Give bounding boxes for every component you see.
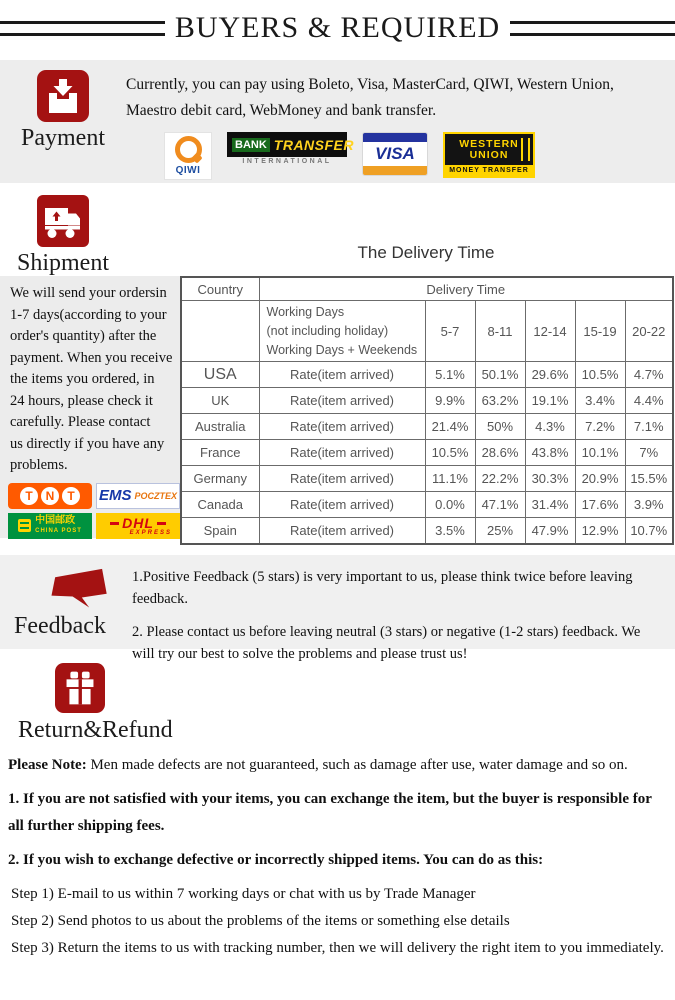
feedback-point-1: 1.Positive Feedback (5 stars) is very important to us, please think twice before leaving feedback. xyxy=(132,569,633,607)
dhl-logo: DHL EXPRESS xyxy=(96,513,180,539)
rate-cell: 31.4% xyxy=(525,492,575,518)
rate-cell: 30.3% xyxy=(525,466,575,492)
rate-cell: 50% xyxy=(475,414,525,440)
returns-label xyxy=(0,663,180,744)
rate-cell: 10.7% xyxy=(625,518,673,545)
rate-cell: 43.8% xyxy=(525,440,575,466)
rate-cell: 7% xyxy=(625,440,673,466)
table-row xyxy=(181,466,673,492)
table-row xyxy=(181,414,673,440)
title-rule-left xyxy=(0,21,165,36)
country-cell: Australia xyxy=(181,414,259,440)
returns-note-text: Men made defects are not guaranteed, such as damage after use, water damage and so on. xyxy=(86,757,628,773)
rate-cell: 28.6% xyxy=(475,440,525,466)
country-cell: Spain xyxy=(181,518,259,545)
returns-point-2: 2. If you wish to exchange defective or incorrectly shipped items. You can do as this: xyxy=(8,852,544,868)
rate-cell: 10.5% xyxy=(425,440,475,466)
shipment-section xyxy=(0,183,675,555)
rate-cell: 12.9% xyxy=(575,518,625,545)
feedback-body xyxy=(128,563,675,662)
rate-cell: 50.1% xyxy=(475,362,525,388)
table-row xyxy=(181,440,673,466)
rate-cell: 3.9% xyxy=(625,492,673,518)
rate-cell: 7.1% xyxy=(625,414,673,440)
delivery-time-header: Delivery Time xyxy=(259,277,673,301)
china-post-logo: 中国邮政 CHINA POST xyxy=(8,513,92,539)
returns-note-label: Please Note: xyxy=(8,757,87,773)
table-row xyxy=(181,362,673,388)
page-header xyxy=(0,0,675,56)
rate-cell: 3.5% xyxy=(425,518,475,545)
china-post-emblem-icon xyxy=(18,519,31,532)
rate-cell: 0.0% xyxy=(425,492,475,518)
table-row xyxy=(181,518,673,545)
table-header-row xyxy=(181,277,673,301)
rate-label-cell: Rate(item arrived) xyxy=(259,492,425,518)
country-header: Country xyxy=(181,277,259,301)
qiwi-q-icon xyxy=(175,136,202,163)
rate-cell: 9.9% xyxy=(425,388,475,414)
country-cell: Canada xyxy=(181,492,259,518)
country-cell: France xyxy=(181,440,259,466)
qiwi-logo: QIWI xyxy=(164,132,212,180)
rate-cell: 11.1% xyxy=(425,466,475,492)
rate-cell: 17.6% xyxy=(575,492,625,518)
returns-body xyxy=(0,744,675,962)
shipment-label xyxy=(0,195,126,277)
country-cell: Germany xyxy=(181,466,259,492)
rate-cell: 20.9% xyxy=(575,466,625,492)
payment-logos xyxy=(164,132,665,180)
delivery-table-body xyxy=(181,362,673,545)
visa-logo: VISA xyxy=(362,132,428,176)
rate-cell: 3.4% xyxy=(575,388,625,414)
rate-cell: 5.1% xyxy=(425,362,475,388)
payment-label xyxy=(0,70,126,183)
returns-gift-icon xyxy=(55,663,105,713)
payment-inbox-arrow-icon xyxy=(37,70,89,122)
payment-body xyxy=(126,70,675,183)
rate-label-cell: Rate(item arrived) xyxy=(259,388,425,414)
rate-cell: 4.3% xyxy=(525,414,575,440)
returns-step-2: Step 2) Send photos to us about the problems of the items or something else details xyxy=(11,913,510,929)
tnt-logo: T N T xyxy=(8,483,92,509)
feedback-section xyxy=(0,555,675,662)
returns-step-3: Step 3) Return the items to us with tracking number, then we will delivery the right item to you immediately. xyxy=(11,940,664,956)
rate-cell: 21.4% xyxy=(425,414,475,440)
feedback-label xyxy=(0,563,128,649)
rate-cell: 47.9% xyxy=(525,518,575,545)
feedback-heading: Feedback xyxy=(14,613,106,639)
rate-cell: 10.5% xyxy=(575,362,625,388)
payment-section xyxy=(0,60,675,183)
feedback-speech-bubble-icon xyxy=(44,568,116,619)
rate-cell: 7.2% xyxy=(575,414,625,440)
shipment-truck-icon xyxy=(37,195,89,247)
rate-cell: 47.1% xyxy=(475,492,525,518)
bank-transfer-logo: BANK TRANSFER INTERNATIONAL xyxy=(227,132,347,165)
rate-cell: 15.5% xyxy=(625,466,673,492)
delivery-time-table xyxy=(180,276,674,545)
feedback-point-2: 2. Please contact us before leaving neutral (3 stars) or negative (1-2 stars) feedback. We will try our best to solve the problems and please trust us! xyxy=(132,624,641,662)
returns-heading: Return&Refund xyxy=(18,717,173,743)
returns-point-1: 1. If you are not satisfied with your items, you can exchange the item, but the buyer is responsible for all further shipping fees. xyxy=(8,791,652,834)
shipment-heading: Shipment xyxy=(16,250,109,276)
rate-cell: 4.7% xyxy=(625,362,673,388)
day-range-cell: 8-11 xyxy=(475,301,525,362)
empty-cell xyxy=(181,301,259,362)
ems-pocztex-logo: EMS POCZTEX xyxy=(96,483,180,509)
rate-label-cell: Rate(item arrived) xyxy=(259,466,425,492)
day-range-cell: 20-22 xyxy=(625,301,673,362)
day-range-cell: 5-7 xyxy=(425,301,475,362)
rate-label-cell: Rate(item arrived) xyxy=(259,440,425,466)
country-cell: UK xyxy=(181,388,259,414)
delivery-table-title: The Delivery Time xyxy=(357,243,495,262)
returns-section xyxy=(0,649,675,962)
rate-cell: 10.1% xyxy=(575,440,625,466)
payment-heading: Payment xyxy=(21,125,105,151)
rate-label-cell: Rate(item arrived) xyxy=(259,414,425,440)
working-days-cell: Working Days (not including holiday) Working Days + Weekends xyxy=(259,301,425,362)
country-cell: USA xyxy=(181,362,259,388)
returns-step-1: Step 1) E-mail to us within 7 working days or chat with us by Trade Manager xyxy=(11,886,476,902)
table-row xyxy=(181,388,673,414)
table-subheader-row xyxy=(181,301,673,362)
rate-cell: 29.6% xyxy=(525,362,575,388)
western-union-logo: WESTERN UNION MONEY TRANSFER xyxy=(443,132,535,178)
rate-cell: 4.4% xyxy=(625,388,673,414)
rate-label-cell: Rate(item arrived) xyxy=(259,362,425,388)
day-range-cell: 12-14 xyxy=(525,301,575,362)
page-title: BUYERS & REQUIRED xyxy=(174,11,501,44)
returns-note xyxy=(8,752,665,779)
rate-cell: 25% xyxy=(475,518,525,545)
shipment-note-panel: We will send your ordersin 1-7 days(according to your order's quantity) after the payment. When you receive the items you ordered, in 24 hours, please check it carefully. Please contact us directly if you have any problems. T N T EMS POCZTEX 中国邮政 CHINA POST DHL EXPRESS xyxy=(0,276,180,538)
day-range-cell: 15-19 xyxy=(575,301,625,362)
rate-cell: 22.2% xyxy=(475,466,525,492)
payment-description: Currently, you can pay using Boleto, Visa, MasterCard, QIWI, Western Union, Maestro debit card, WebMoney and bank transfer. xyxy=(126,76,614,119)
rate-label-cell: Rate(item arrived) xyxy=(259,518,425,545)
title-rule-right xyxy=(510,21,675,36)
rate-cell: 63.2% xyxy=(475,388,525,414)
rate-cell: 19.1% xyxy=(525,388,575,414)
carrier-logos xyxy=(8,483,178,539)
table-row xyxy=(181,492,673,518)
